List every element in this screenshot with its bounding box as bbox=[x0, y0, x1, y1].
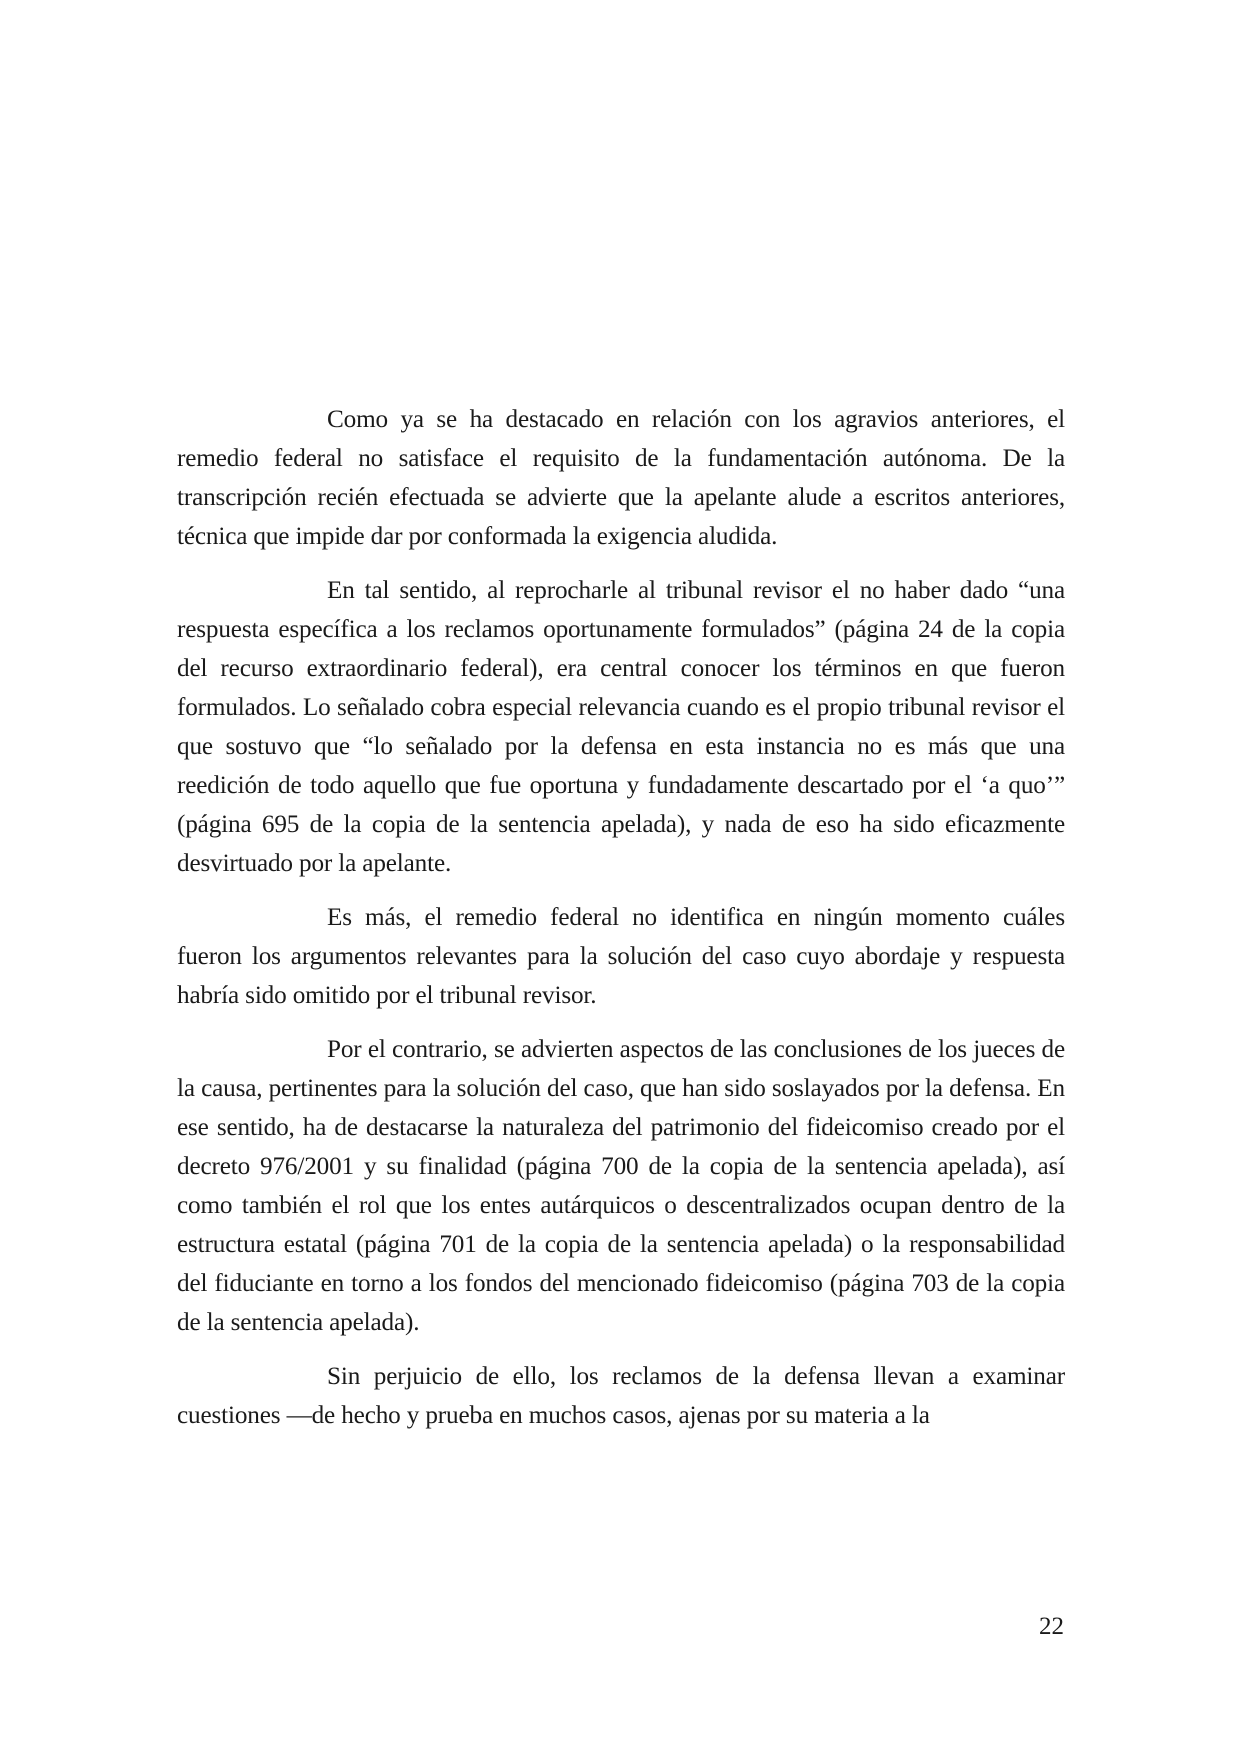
paragraph-aspectos-soslayados: Por el contrario, se advierten aspectos de las conclusiones de los jueces de la causa, pertinentes para la solución del caso, que han sido soslayados por la defensa. En ese sentido, ha de destacarse la naturaleza del patrimonio del fideicomiso creado por el decreto 976/2001 y su finalidad (página 700 de la copia de la sentencia apelada), así como también el rol que los entes autárquicos o descentralizados ocupan dentro de la estructura estatal (página 701 de la copia de la sentencia apelada) o la responsabilidad del fiduciante en torno a los fondos del mencionado fideicomiso (página 703 de la copia de la sentencia apelada). bbox=[177, 1036, 1065, 1336]
paragraph-respuesta-especifica: En tal sentido, al reprocharle al tribunal revisor el no haber dado “una respuesta específica a los reclamos oportunamente formulados” (página 24 de la copia del recurso extraordinario federal), era central conocer los términos en que fueron formulados. Lo señalado cobra especial relevancia cuando es el propio tribunal revisor el que sostuvo que “lo señalado por la defensa en esta instancia no es más que una reedición de todo aquello que fue oportuna y fundadamente descartado por el ‘a quo’” (página 695 de la copia de la sentencia apelada), y nada de eso ha sido eficazmente desvirtuado por la apelante. bbox=[177, 577, 1065, 877]
body-text bbox=[177, 400, 1065, 1450]
paragraph-argumentos-relevantes: Es más, el remedio federal no identifica en ningún momento cuáles fueron los argumentos relevantes para la solución del caso cuyo abordaje y respuesta habría sido omitido por el tribunal revisor. bbox=[177, 904, 1065, 1009]
paragraph-fundamentacion-autonoma: Como ya se ha destacado en relación con los agravios anteriores, el remedio federal no satisface el requisito de la fundamentación autónoma. De la transcripción recién efectuada se advierte que la apelante alude a escritos anteriores, técnica que impide dar por conformada la exigencia aludida. bbox=[177, 406, 1065, 550]
paragraph-sin-perjuicio: Sin perjuicio de ello, los reclamos de la defensa llevan a examinar cuestiones —de hecho y prueba en muchos casos, ajenas por su materia a la bbox=[177, 1363, 1065, 1429]
page-number: 22 bbox=[1039, 1613, 1064, 1640]
